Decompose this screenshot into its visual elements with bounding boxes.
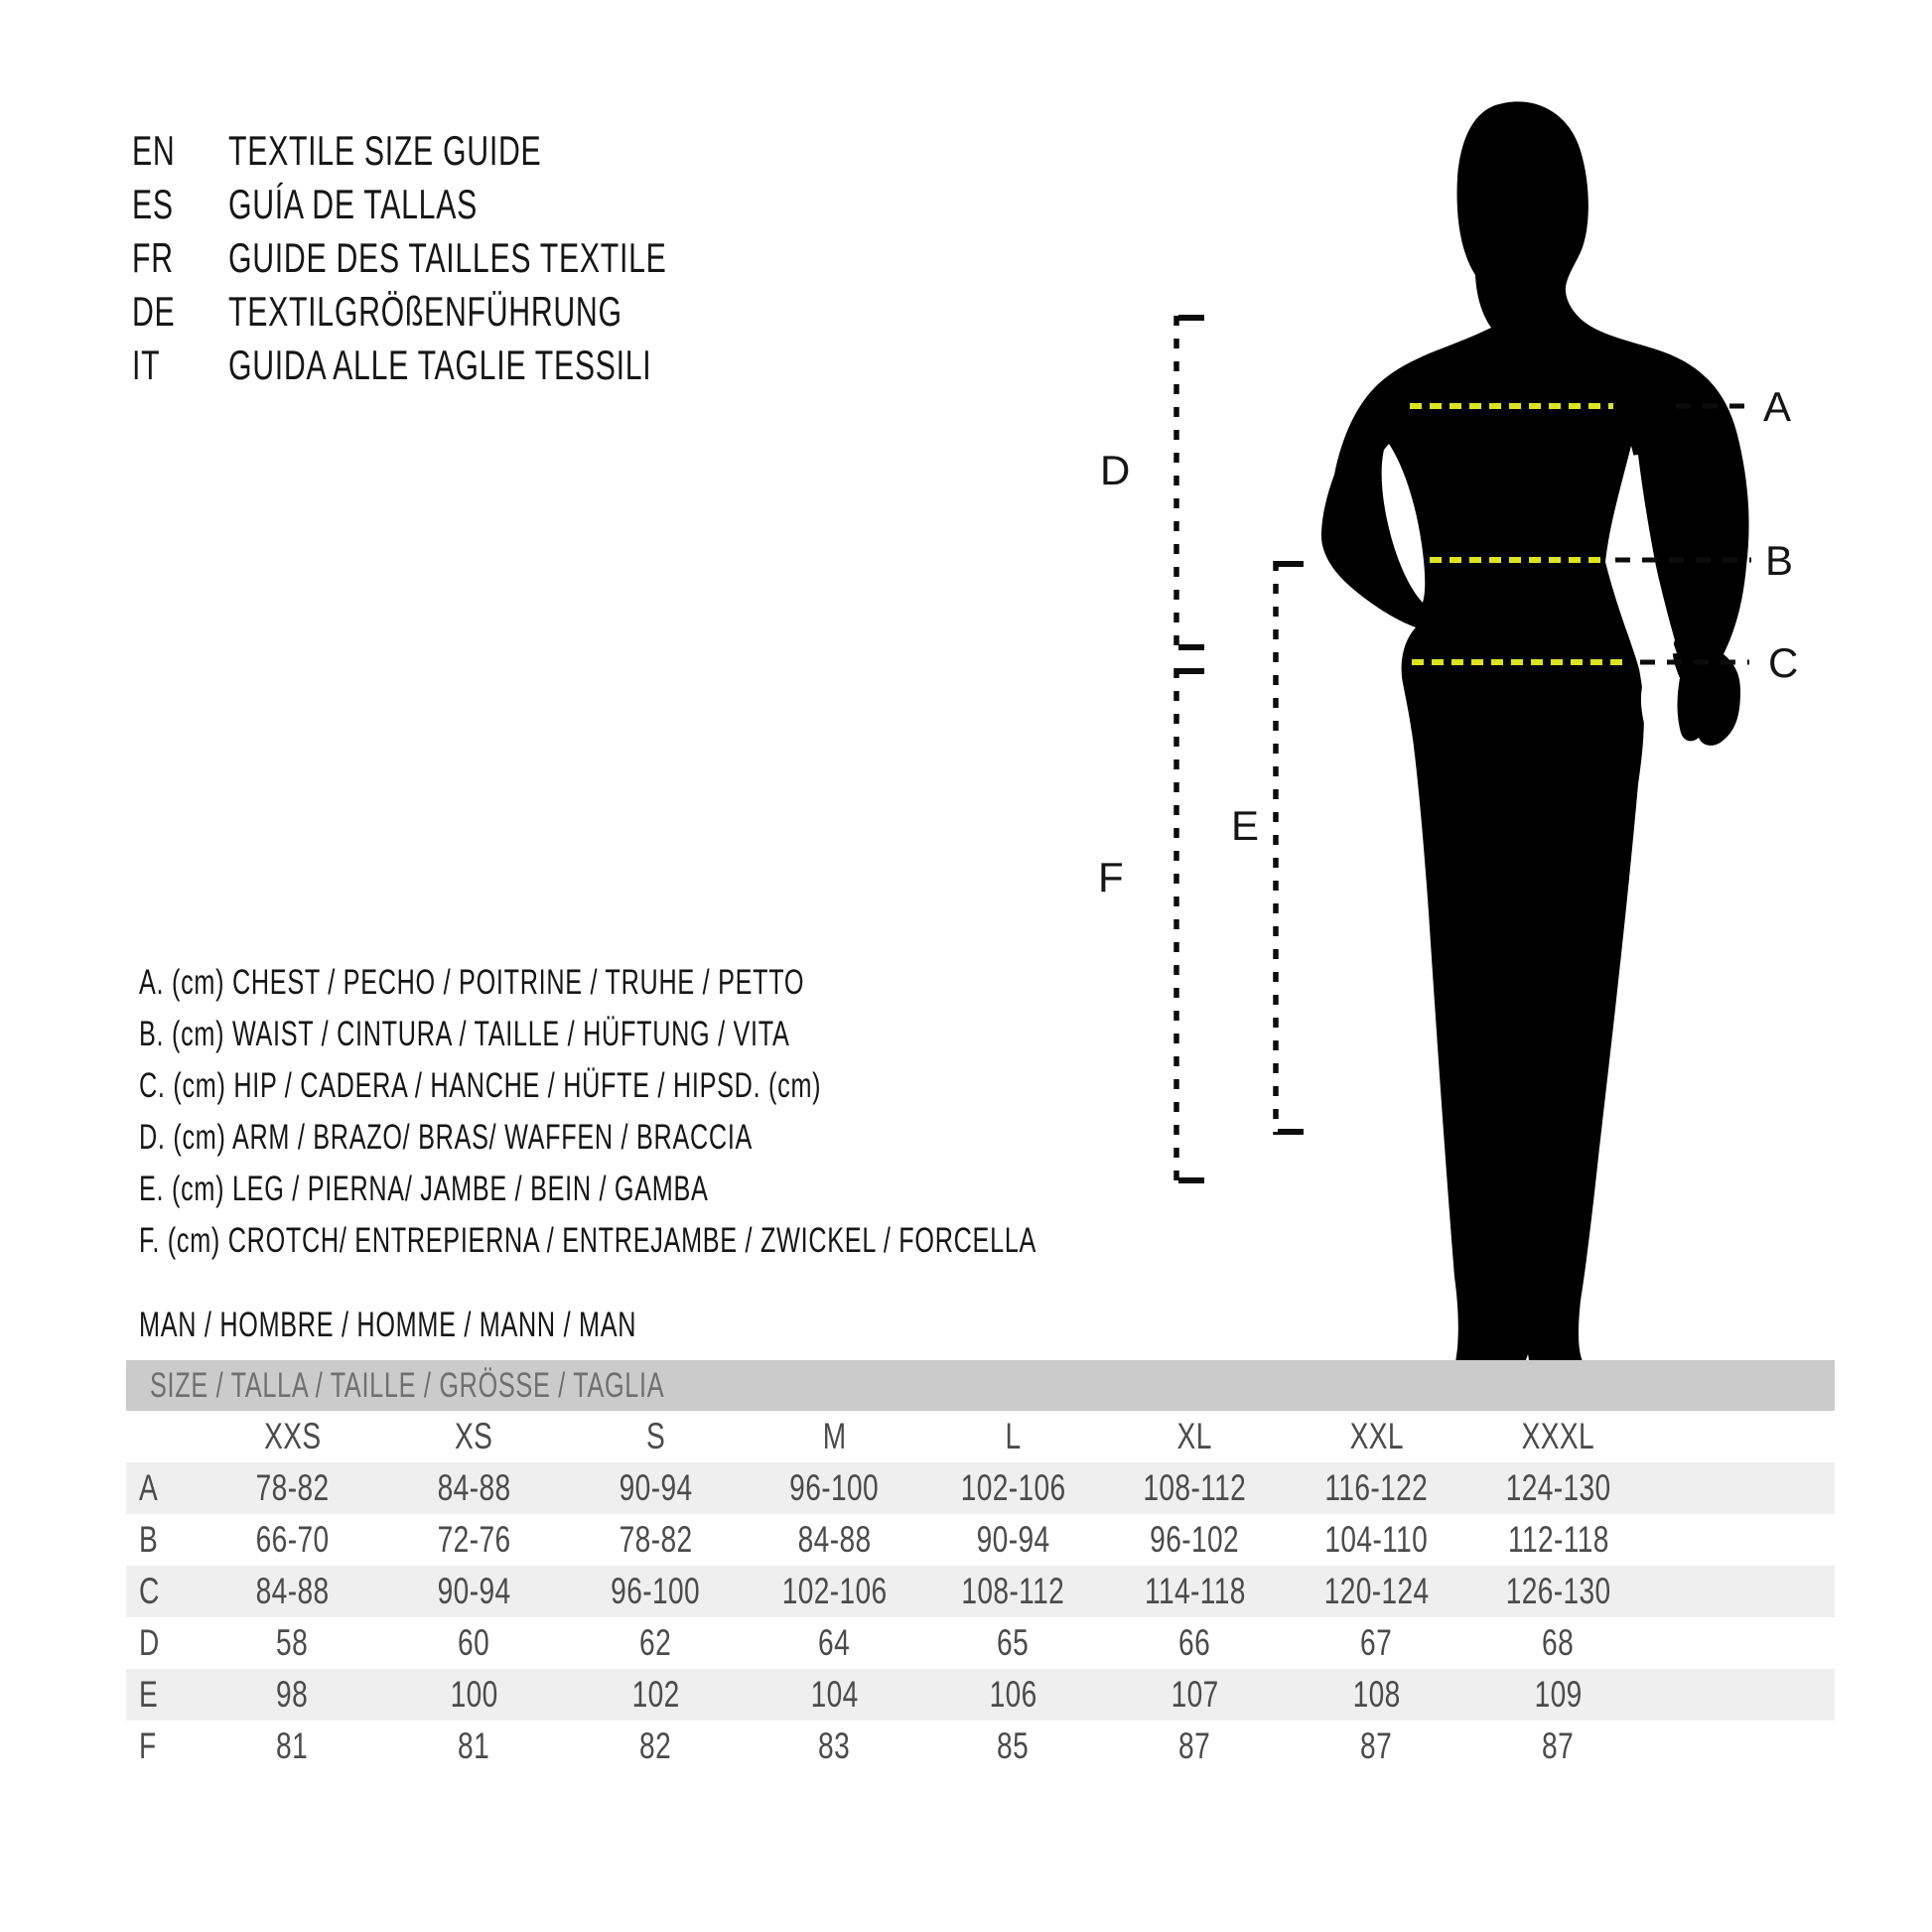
table-value: 82 bbox=[639, 1725, 672, 1766]
label-hip-c: C bbox=[1768, 639, 1799, 686]
table-value: 60 bbox=[458, 1622, 490, 1663]
table-value: 84-88 bbox=[437, 1467, 511, 1508]
language-code: ES bbox=[132, 181, 174, 227]
table-value: 87 bbox=[1178, 1725, 1211, 1766]
row-label: B bbox=[139, 1519, 159, 1560]
table-value: 87 bbox=[1542, 1725, 1575, 1766]
row-label: F bbox=[139, 1725, 157, 1766]
row-label: A bbox=[139, 1467, 159, 1508]
size-col-s: S bbox=[645, 1416, 666, 1456]
table-value: 102-106 bbox=[960, 1467, 1066, 1508]
label-leg-e: E bbox=[1231, 802, 1260, 849]
table-value: 124-130 bbox=[1505, 1467, 1611, 1508]
table-value: 104-110 bbox=[1324, 1519, 1429, 1560]
size-col-l: L bbox=[1005, 1416, 1022, 1456]
man-measurement-figure bbox=[1042, 79, 1866, 1440]
table-value: 68 bbox=[1542, 1622, 1575, 1663]
language-title: TEXTILE SIZE GUIDE bbox=[228, 127, 542, 174]
measurement-def-f: F. (cm) CROTCH/ ENTREPIERNA / ENTREJAMBE / ZWICKEL / FORCELLA bbox=[139, 1221, 1037, 1260]
man-silhouette bbox=[1321, 101, 1749, 1399]
row-label: E bbox=[139, 1674, 159, 1715]
table-row-f bbox=[126, 1721, 1835, 1772]
table-value: 112-118 bbox=[1507, 1519, 1609, 1560]
measurement-def-e: E. (cm) LEG / PIERNA/ JAMBE / BEIN / GAMBA bbox=[139, 1170, 709, 1208]
table-value: 66 bbox=[1178, 1622, 1211, 1663]
size-table bbox=[126, 1360, 1835, 1772]
table-value: 81 bbox=[276, 1725, 309, 1766]
figure-diagram bbox=[1042, 79, 1866, 1440]
size-col-m: M bbox=[822, 1416, 847, 1456]
gender-heading: MAN / HOMBRE / HOMME / MANN / MAN bbox=[139, 1306, 637, 1344]
table-value: 85 bbox=[997, 1725, 1030, 1766]
table-row-a bbox=[126, 1462, 1835, 1514]
table-value: 84-88 bbox=[255, 1571, 330, 1611]
measurement-def-b: B. (cm) WAIST / CINTURA / TAILLE / HÜFTUNG / VITA bbox=[139, 1015, 790, 1053]
table-value: 108 bbox=[1352, 1674, 1401, 1715]
table-value: 78-82 bbox=[255, 1467, 330, 1508]
table-value: 102 bbox=[631, 1674, 680, 1715]
table-value: 67 bbox=[1360, 1622, 1393, 1663]
table-value: 107 bbox=[1171, 1674, 1219, 1715]
label-arm-d: D bbox=[1100, 447, 1131, 493]
label-crotch-f: F bbox=[1098, 854, 1124, 900]
language-row-es bbox=[132, 178, 837, 231]
language-title: GUÍA DE TALLAS bbox=[228, 181, 478, 227]
size-col-xs: XS bbox=[455, 1416, 493, 1456]
language-title: GUIDE DES TAILLES TEXTILE bbox=[228, 234, 667, 281]
label-chest-a: A bbox=[1763, 383, 1792, 430]
language-row-it bbox=[132, 339, 837, 392]
row-label: D bbox=[139, 1622, 160, 1663]
table-value: 96-100 bbox=[789, 1467, 880, 1508]
language-row-fr bbox=[132, 231, 837, 285]
measurement-def-a: A. (cm) CHEST / PECHO / POITRINE / TRUHE / PETTO bbox=[139, 963, 805, 1002]
label-waist-b: B bbox=[1765, 537, 1794, 584]
table-value: 90-94 bbox=[619, 1467, 693, 1508]
table-value: 65 bbox=[997, 1622, 1030, 1663]
table-value: 83 bbox=[818, 1725, 851, 1766]
table-value: 84-88 bbox=[797, 1519, 872, 1560]
table-value: 78-82 bbox=[619, 1519, 693, 1560]
table-value: 104 bbox=[810, 1674, 859, 1715]
row-label: C bbox=[139, 1571, 160, 1611]
language-code: FR bbox=[132, 234, 174, 281]
table-value: 62 bbox=[639, 1622, 672, 1663]
table-value: 64 bbox=[818, 1622, 851, 1663]
language-title: GUIDA ALLE TAGLIE TESSILI bbox=[228, 342, 652, 388]
size-header-row bbox=[126, 1411, 1835, 1462]
language-code: DE bbox=[132, 288, 176, 335]
right-hand-gap bbox=[1641, 683, 1662, 741]
table-value: 90-94 bbox=[437, 1571, 511, 1611]
size-col-xxl: XXL bbox=[1349, 1416, 1404, 1456]
table-row-b bbox=[126, 1514, 1835, 1566]
table-value: 126-130 bbox=[1505, 1571, 1611, 1611]
table-value: 108-112 bbox=[1143, 1467, 1247, 1508]
measurement-def-d: D. (cm) ARM / BRAZO/ BRAS/ WAFFEN / BRACCIA bbox=[139, 1118, 754, 1157]
size-col-xxs: XXS bbox=[263, 1416, 322, 1456]
table-value: 90-94 bbox=[976, 1519, 1050, 1560]
size-col-xxxl: XXXL bbox=[1521, 1416, 1595, 1456]
table-value: 98 bbox=[276, 1674, 309, 1715]
table-value: 100 bbox=[450, 1674, 498, 1715]
language-code: IT bbox=[132, 342, 161, 388]
table-value: 102-106 bbox=[781, 1571, 888, 1611]
language-code: EN bbox=[132, 127, 176, 174]
table-value: 120-124 bbox=[1323, 1571, 1430, 1611]
table-value: 87 bbox=[1360, 1725, 1393, 1766]
table-row-c bbox=[126, 1566, 1835, 1617]
table-value: 116-122 bbox=[1324, 1467, 1429, 1508]
measurement-def-c: C. (cm) HIP / CADERA / HANCHE / HÜFTE / HIPSD. (cm) bbox=[139, 1066, 822, 1105]
table-value: 72-76 bbox=[437, 1519, 511, 1560]
language-row-de bbox=[132, 285, 837, 339]
table-row-e bbox=[126, 1669, 1835, 1721]
table-value: 106 bbox=[989, 1674, 1037, 1715]
size-table-title-bar: SIZE / TALLA / TAILLE / GRÖSSE / TAGLIA bbox=[126, 1360, 1835, 1411]
size-col-xl: XL bbox=[1176, 1416, 1213, 1456]
table-value: 58 bbox=[276, 1622, 309, 1663]
table-value: 96-102 bbox=[1150, 1519, 1240, 1560]
language-title-list bbox=[132, 124, 837, 392]
language-row-en bbox=[132, 124, 837, 178]
table-value: 81 bbox=[458, 1725, 490, 1766]
table-value: 109 bbox=[1534, 1674, 1583, 1715]
size-header-spacer bbox=[126, 1411, 202, 1462]
table-row-d bbox=[126, 1617, 1835, 1669]
table-value: 66-70 bbox=[255, 1519, 330, 1560]
table-value: 114-118 bbox=[1144, 1571, 1246, 1611]
table-value: 108-112 bbox=[961, 1571, 1065, 1611]
table-value: 96-100 bbox=[611, 1571, 701, 1611]
language-title: TEXTILGRÖßENFÜHRUNG bbox=[228, 288, 622, 335]
